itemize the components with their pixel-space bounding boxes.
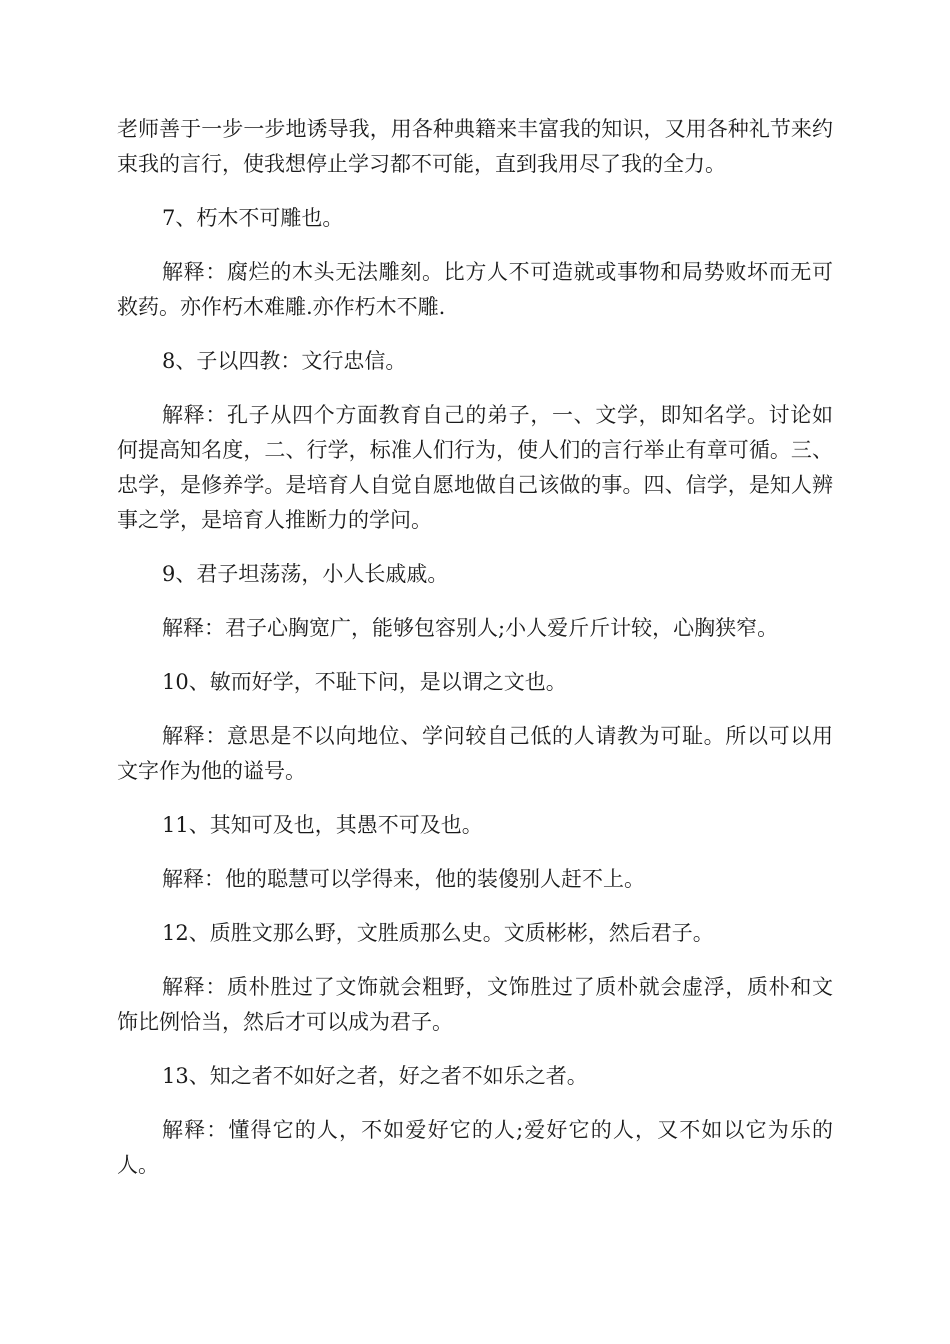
quote-heading-13: 13、知之者不如好之者，好之者不如乐之者。 — [162, 1064, 588, 1088]
explanation-10: 解释：意思是不以向地位、学问较自己低的人请教为可耻。所以可以用文字作为他的谥号。 — [117, 724, 833, 783]
quote-heading-12: 12、质胜文那么野，文胜质那么史。文质彬彬，然后君子。 — [162, 921, 714, 945]
explanation-12: 解释：质朴胜过了文饰就会粗野，文饰胜过了质朴就会虚浮，质朴和文饰比例恰当，然后才可以成为君子。 — [117, 975, 833, 1034]
explanation-11: 解释：他的聪慧可以学得来，他的装傻别人赶不上。 — [162, 867, 645, 891]
explanation-13: 解释：懂得它的人，不如爱好它的人;爱好它的人，又不如以它为乐的人。 — [117, 1118, 833, 1177]
explanation-7: 解释：腐烂的木头无法雕刻。比方人不可造就或事物和局势败坏而无可救药。亦作朽木难雕.亦作朽木不雕. — [117, 260, 833, 319]
quote-heading-7: 7、朽木不可雕也。 — [162, 206, 344, 230]
quote-heading-8: 8、子以四教：文行忠信。 — [162, 349, 407, 373]
document-page — [117, 112, 833, 1202]
explanation-9: 解释：君子心胸宽广，能够包容别人;小人爱斤斤计较，心胸狭窄。 — [162, 616, 779, 640]
quote-heading-9: 9、君子坦荡荡，小人长戚戚。 — [162, 562, 449, 586]
quote-heading-11: 11、其知可及也，其愚不可及也。 — [162, 813, 483, 837]
explanation-8: 解释：孔子从四个方面教育自己的弟子，一、文学，即知名学。讨论如何提高知名度，二、行学，标准人们行为，使人们的言行举止有章可循。三、忠学，是修养学。是培育人自觉自愿地做自己该做的事。四、信学，是知人辨事之学，是培育人推断力的学问。 — [117, 403, 833, 532]
continued-paragraph: 老师善于一步一步地诱导我，用各种典籍来丰富我的知识，又用各种礼节来约束我的言行，使我想停止学习都不可能，直到我用尽了我的全力。 — [117, 117, 833, 176]
quote-heading-10: 10、敏而好学，不耻下问，是以谓之文也。 — [162, 670, 567, 694]
